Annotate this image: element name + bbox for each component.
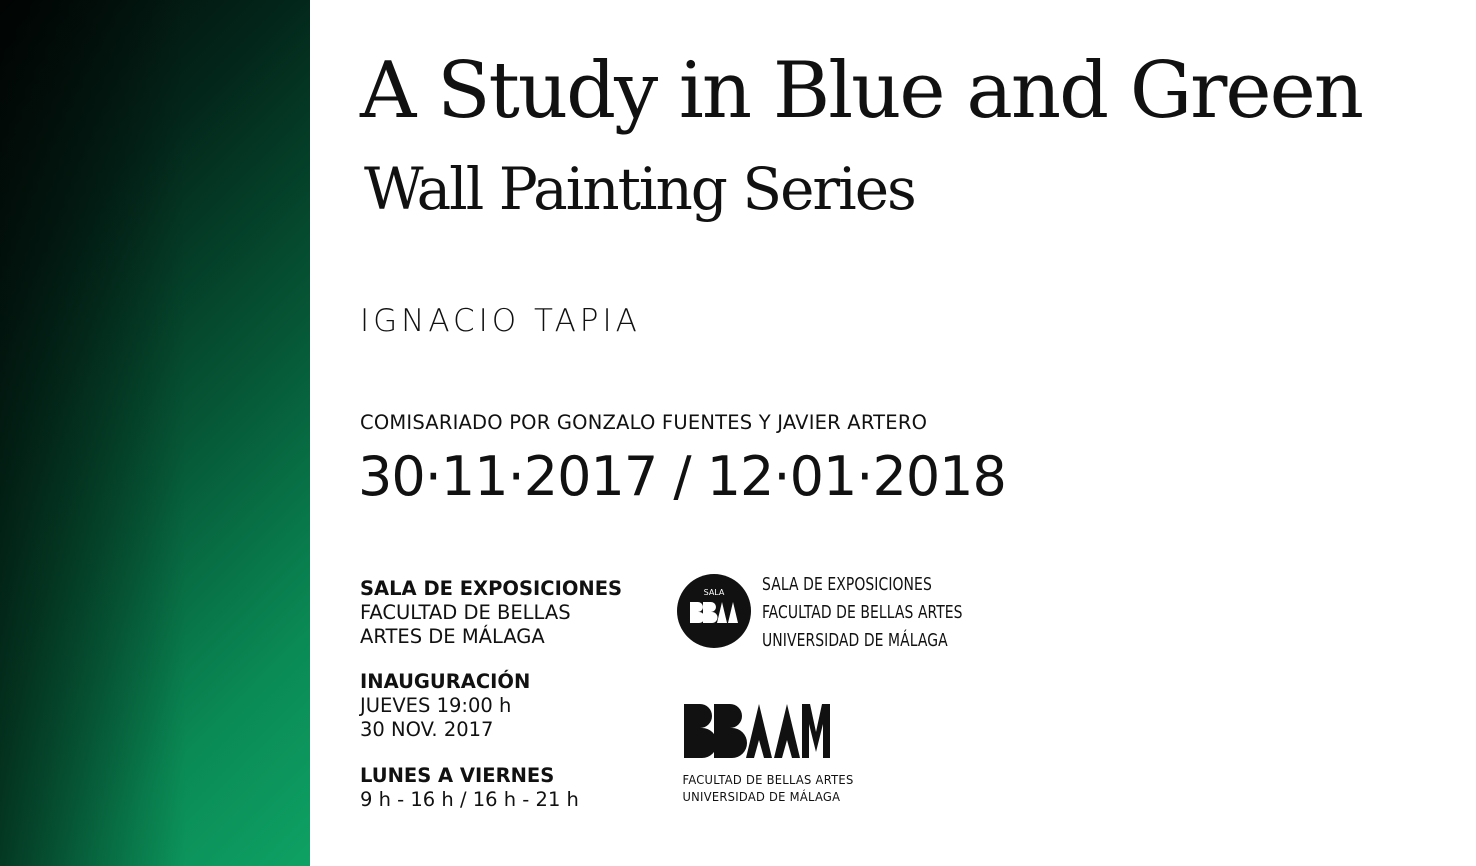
artist-name: IGNACIO TAPIA xyxy=(360,303,641,339)
hours-block xyxy=(360,764,579,812)
exhibition-title: A Study in Blue and Green xyxy=(360,46,1362,136)
bbaam-logo-line: FACULTAD DE BELLAS ARTES xyxy=(682,772,854,787)
bbaam-logo-text xyxy=(676,771,854,805)
sala-logo-text xyxy=(762,571,995,655)
opening-time: JUEVES 19:00 h xyxy=(360,694,512,717)
sala-bbaa-logo xyxy=(676,573,752,649)
bbaam-logo-line: UNIVERSIDAD DE MÁLAGA xyxy=(682,789,841,804)
exhibition-dates: 30·11·2017 / 12·01·2018 xyxy=(358,445,1006,508)
venue-line: FACULTAD DE BELLAS xyxy=(360,601,571,624)
curators-line: COMISARIADO POR GONZALO FUENTES Y JAVIER ARTERO xyxy=(360,411,928,434)
exhibition-subtitle: Wall Painting Series xyxy=(364,155,915,223)
opening-block xyxy=(360,670,530,742)
opening-date: 30 NOV. 2017 xyxy=(360,718,494,741)
sala-badge-text: SALA xyxy=(703,588,725,597)
venue-line: ARTES DE MÁLAGA xyxy=(360,625,545,648)
sala-logo-line: UNIVERSIDAD DE MÁLAGA xyxy=(762,630,948,651)
hours-heading: LUNES A VIERNES xyxy=(360,764,555,787)
green-gradient-panel xyxy=(0,0,310,866)
sala-logo-line: SALA DE EXPOSICIONES xyxy=(762,574,932,595)
opening-heading: INAUGURACIÓN xyxy=(360,670,531,693)
hours-value: 9 h - 16 h / 16 h - 21 h xyxy=(360,788,579,811)
venue-heading: SALA DE EXPOSICIONES xyxy=(360,577,623,600)
venue-block xyxy=(360,577,622,649)
bbaam-logo xyxy=(684,702,830,762)
sala-logo-line: FACULTAD DE BELLAS ARTES xyxy=(762,602,963,623)
